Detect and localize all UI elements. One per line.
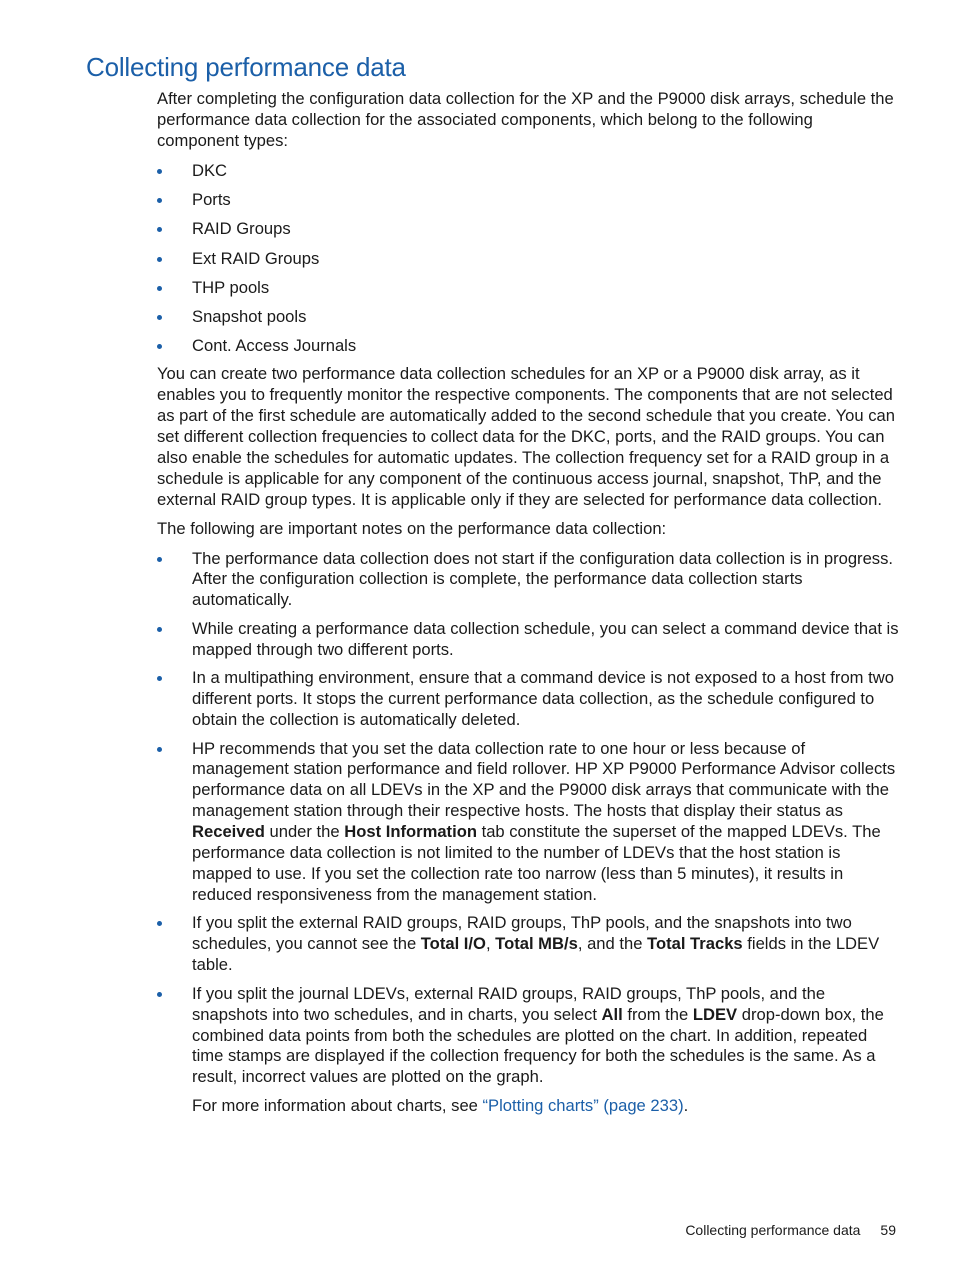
schedules-paragraph: You can create two performance data collection schedules for an XP or a P9000 disk array, as it enables you to frequently monitor the respective components. The components that are not selected as part of the first schedule are automatically added to the second schedule that you create. You can set different collection frequencies to collect data for the DKC, ports, and the RAID groups. You can also enable the schedules for automatic updates. The collection frequency set for a RAID group in a schedule is applicable for any component of the continuous access journal, snapshot, ThP, and the external RAID group types. It is applicable only if they are selected for performance data collection. [157,364,895,509]
bold-term: Received [192,822,265,842]
bold-term: Total I/O [420,934,486,954]
bullet-icon [157,992,162,997]
bullet-icon [157,627,162,632]
intro-paragraph: After completing the configuration data collection for the XP and the P9000 disk arrays, schedule the performance data collection for the associated components, which belong to the following component types: [157,89,894,150]
note-item: The performance data collection does not start if the configuration data collection is in progress. After the configuration collection is complete, the performance data collection starts automatically. [157,549,899,612]
page-heading: Collecting performance data [86,52,406,82]
bullet-icon [157,286,162,291]
bullet-icon [157,747,162,752]
bullet-icon [157,257,162,262]
list-item: Cont. Access Journals [157,336,899,357]
component-type-list [157,161,899,358]
note-item: While creating a performance data collection schedule, you can select a command device that is mapped through two different ports. [157,619,899,661]
bullet-icon [157,344,162,349]
bullet-icon [157,557,162,562]
notes-list [157,549,899,1118]
page-number: 59 [880,1222,896,1238]
bold-term: Total MB/s [495,934,578,954]
list-item: RAID Groups [157,219,899,240]
note-item: In a multipathing environment, ensure that a command device is not exposed to a host from two different ports. It stops the current performance data collection, as the schedule configured to obtain the collection is automatically deleted. [157,668,899,731]
bold-term: LDEV [692,1004,738,1024]
list-item: Snapshot pools [157,307,899,328]
bold-term: All [601,1004,623,1024]
note-item: If you split the journal LDEVs, external RAID groups, RAID groups, ThP pools, and the snapshots into two schedules, and in charts, you select All from the LDEV drop-down box, the combined data points from both the schedules are plotted on the chart. In addition, repeated time stamps are displayed if the collection frequency for both the schedules is the same. As a result, incorrect values are plotted on the graph. For more information about charts, see “Plotting charts” (page 233). [157,984,899,1117]
body-content [157,89,899,1117]
bullet-icon [157,315,162,320]
bullet-icon [157,921,162,926]
bullet-icon [157,169,162,174]
note-item: If you split the external RAID groups, RAID groups, ThP pools, and the snapshots into two schedules, you cannot see the Total I/O, Total MB/s, and the Total Tracks fields in the LDEV table. [157,913,899,976]
list-item: Ext RAID Groups [157,249,899,270]
note-item: HP recommends that you set the data collection rate to one hour or less because of management station performance and field rollover. HP XP P9000 Performance Advisor collects performance data on all LDEVs in the XP and the P9000 disk arrays that communicate with the management station through their respective hosts. The hosts that display their status as Received under the Host Information tab constitute the superset of the mapped LDEVs. The performance data collection is not limited to the number of LDEVs that the host station is mapped to use. If you set the collection rate too narrow (less than 5 minutes), it results in reduced responsiveness from the management station. [157,739,899,906]
notes-intro: The following are important notes on the performance data collection: [157,518,667,538]
bold-term: Total Tracks [647,934,743,954]
list-item: THP pools [157,278,899,299]
bullet-icon [157,198,162,203]
list-item: Ports [157,190,899,211]
bold-term: Host Information [344,822,477,842]
bullet-icon [157,227,162,232]
more-info-paragraph: For more information about charts, see “Plotting charts” (page 233). [192,1096,689,1116]
list-item: DKC [157,161,899,182]
footer-title: Collecting performance data [685,1222,861,1238]
page-footer [685,1222,896,1238]
plotting-charts-link[interactable]: “Plotting charts” (page 233) [482,1096,684,1116]
bullet-icon [157,676,162,681]
